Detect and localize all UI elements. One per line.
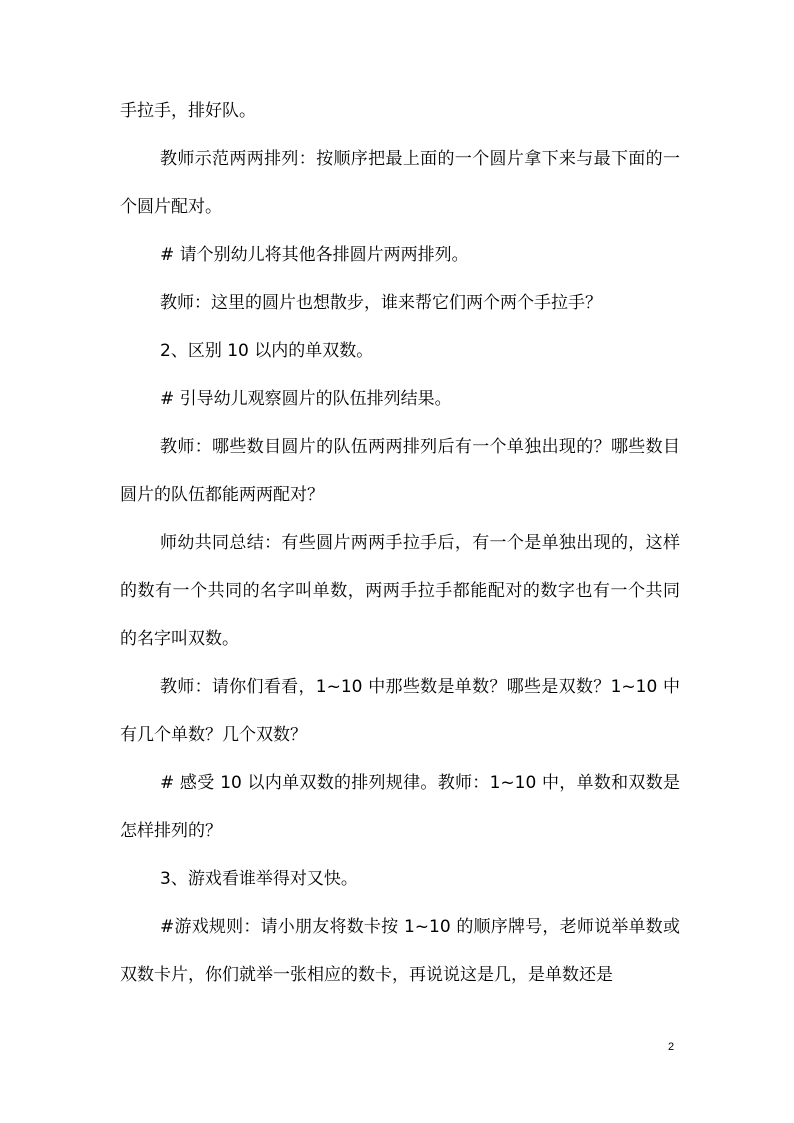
paragraph-5: 2、区别 10 以内的单双数。	[160, 341, 374, 361]
paragraph-6: # 引导幼儿观察圆片的队伍排列结果。	[160, 389, 452, 409]
paragraph-7: 教师：哪些数目圆片的队伍两两排列后有一个单独出现的？哪些数目圆片的队伍都能两两配对？	[120, 437, 680, 505]
paragraph-3: # 请个别幼儿将其他各排圆片两两排列。	[160, 245, 469, 265]
paragraph-1: 手拉手，排好队。	[120, 101, 256, 121]
paragraph-10: # 感受 10 以内单双数的排列规律。教师：1~10 中，单数和双数是怎样排列的？	[120, 773, 680, 841]
page-number: 2	[668, 1041, 675, 1053]
paragraph-11: 3、游戏看谁举得对又快。	[160, 869, 358, 889]
paragraph-4: 教师：这里的圆片也想散步，谁来帮它们两个两个手拉手？	[160, 293, 602, 313]
paragraph-12: #游戏规则：请小朋友将数卡按 1~10 的顺序牌号，老师说举单数或双数卡片，你们就举一张相应的数卡，再说说这是几，是单数还是	[120, 917, 680, 985]
paragraph-9: 教师：请你们看看，1~10 中那些数是单数？哪些是双数？1~10 中有几个单数？几个双数？	[120, 677, 680, 745]
paragraph-2: 教师示范两两排列：按顺序把最上面的一个圆片拿下来与最下面的一个圆片配对。	[120, 149, 680, 217]
paragraph-8: 师幼共同总结：有些圆片两两手拉手后，有一个是单独出现的，这样的数有一个共同的名字叫单数，两两手拉手都能配对的数字也有一个共同的名字叫双数。	[120, 533, 680, 649]
